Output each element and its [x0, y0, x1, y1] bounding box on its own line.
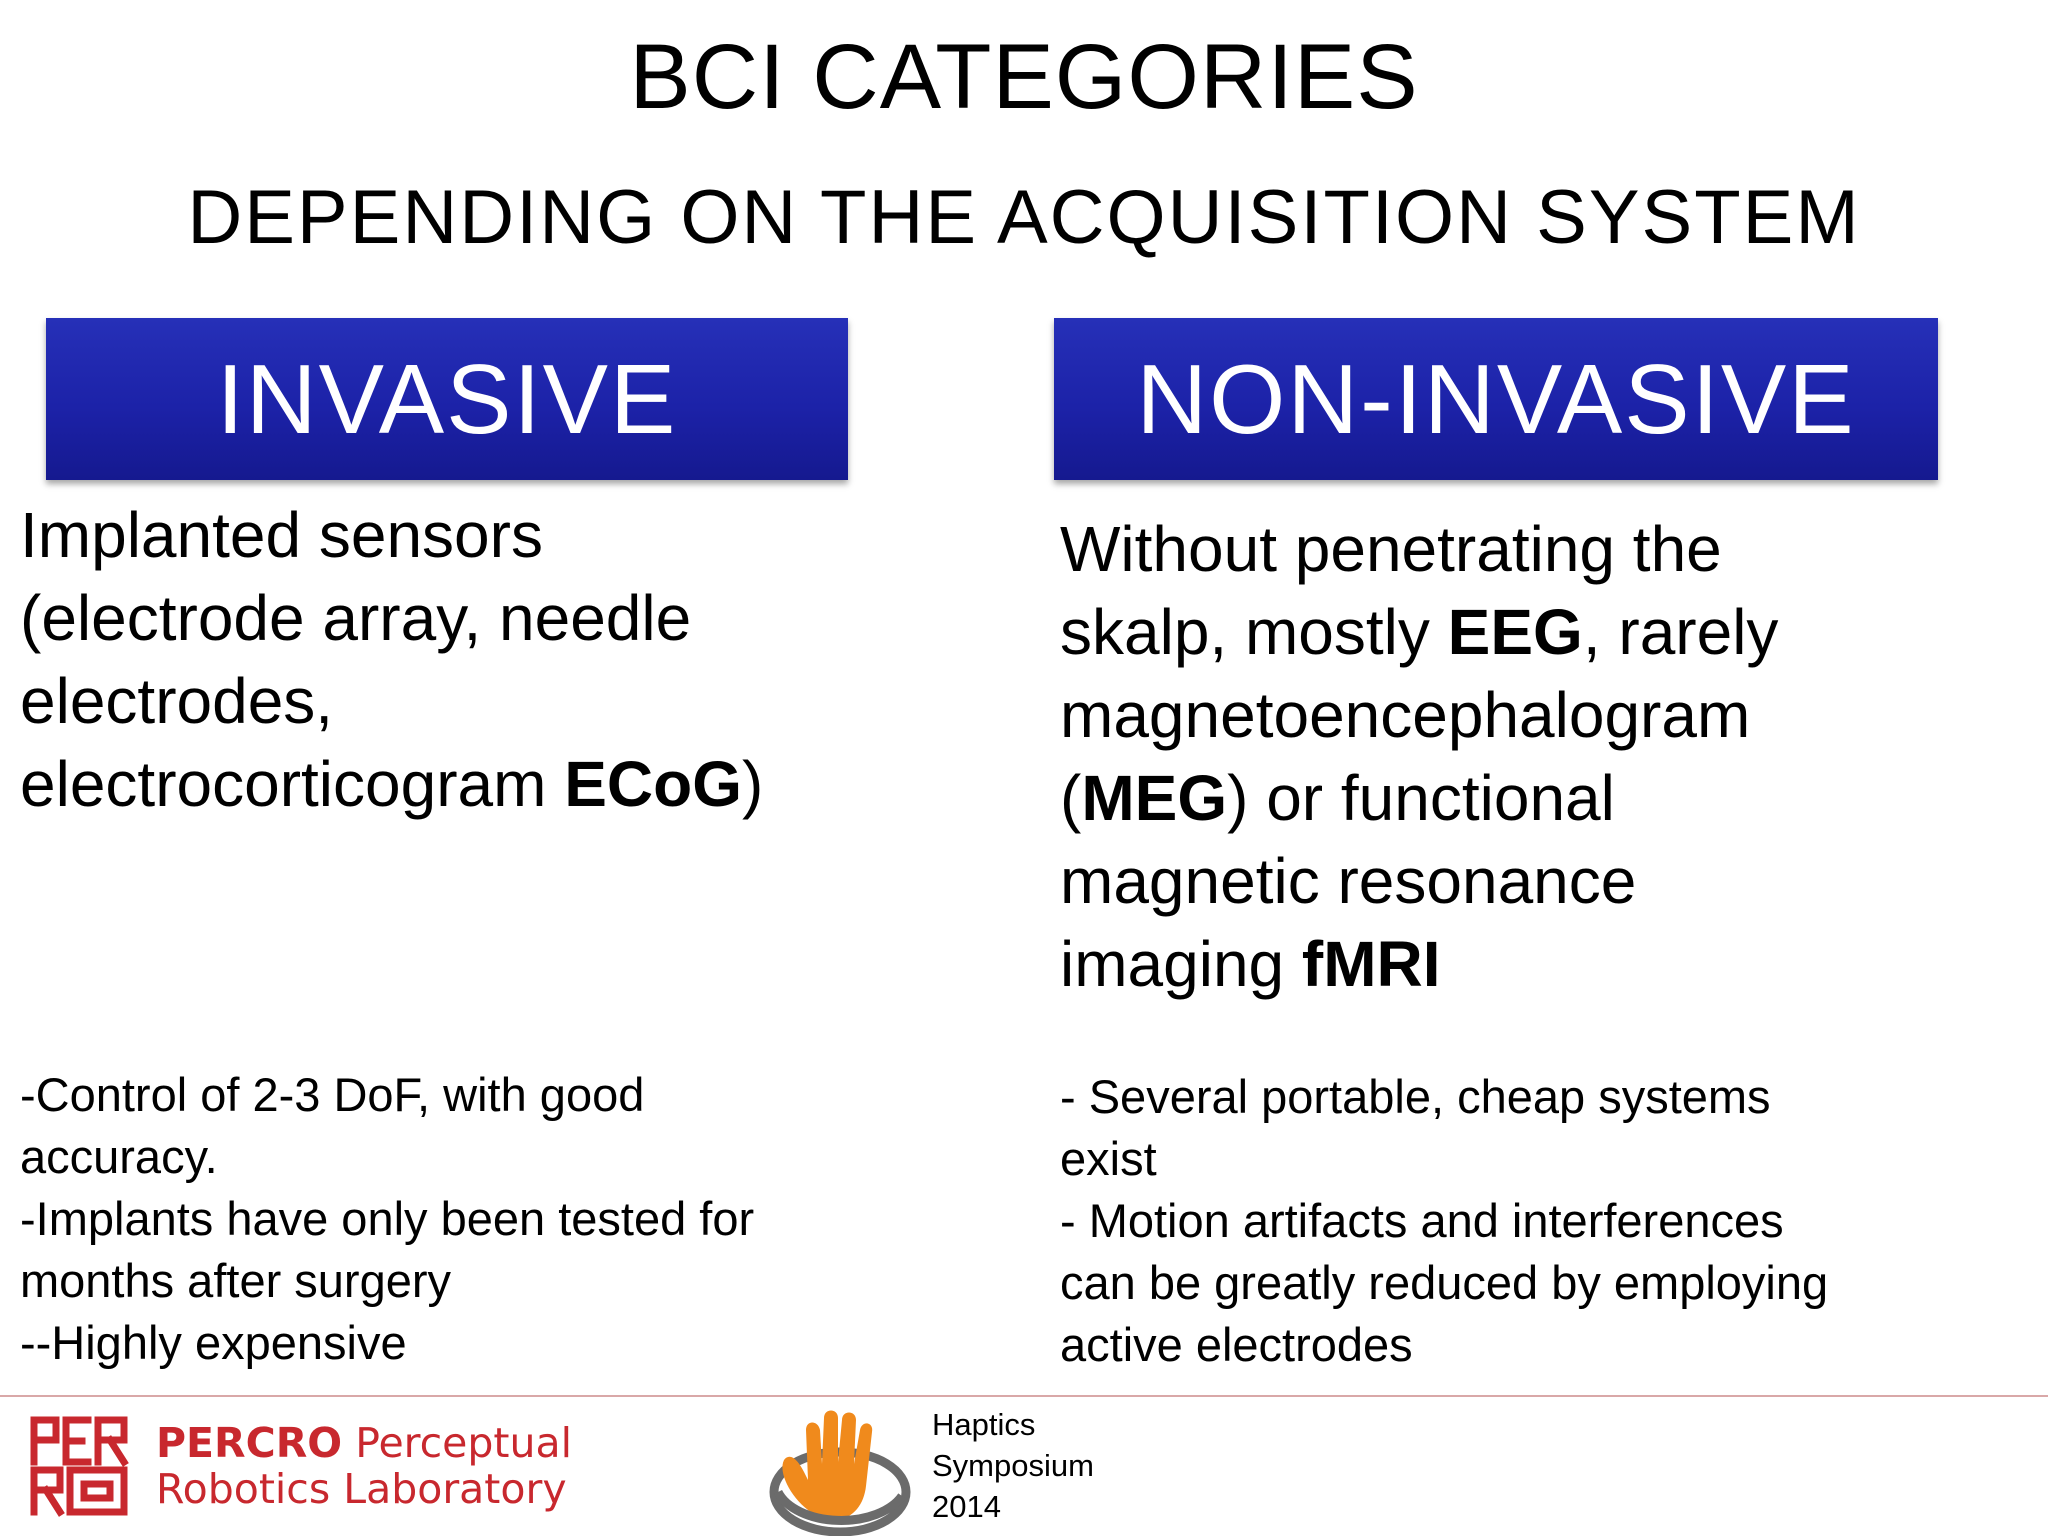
percro-name-bold: PERCRO	[156, 1419, 343, 1467]
noninvasive-note-line: - Motion artifacts and interferences	[1060, 1194, 1784, 1247]
noninvasive-desc-text: , rarely	[1582, 596, 1779, 668]
noninvasive-desc-text: (	[1060, 762, 1082, 834]
noninvasive-desc-line	[1060, 591, 1960, 674]
noninvasive-note-line: can be greatly reduced by employing	[1060, 1256, 1829, 1309]
noninvasive-note-line: - Several portable, cheap systems	[1060, 1070, 1771, 1123]
fmri-term: fMRI	[1301, 928, 1441, 1000]
invasive-header-label: INVASIVE	[216, 343, 678, 454]
noninvasive-header-label: NON-INVASIVE	[1136, 343, 1856, 454]
slide-title: BCI CATEGORIES	[629, 26, 1419, 128]
noninvasive-desc-text: imaging	[1060, 928, 1302, 1000]
ecog-term: ECoG	[564, 748, 742, 820]
noninvasive-desc-line: magnetoencephalogram	[1060, 679, 1751, 751]
noninvasive-desc-line	[1060, 757, 1960, 840]
noninvasive-desc-line: Without penetrating the	[1060, 513, 1722, 585]
footer-divider	[0, 1395, 2048, 1397]
noninvasive-desc-line	[1060, 923, 1960, 1006]
haptics-line: Symposium	[932, 1448, 1094, 1483]
noninvasive-note-line: exist	[1060, 1132, 1157, 1185]
noninvasive-desc-text: ) or functional	[1227, 762, 1615, 834]
invasive-desc-text: )	[741, 748, 764, 820]
meg-term: MEG	[1081, 762, 1228, 834]
invasive-note-line: -Control of 2-3 DoF, with good	[20, 1068, 645, 1121]
eeg-term: EEG	[1447, 596, 1583, 668]
invasive-desc-text: electrocorticogram	[20, 748, 565, 820]
percro-name-line2: Robotics Laboratory	[156, 1465, 567, 1513]
noninvasive-description	[1060, 508, 1960, 1006]
percro-logo-icon	[28, 1414, 132, 1518]
percro-lab-name	[156, 1420, 572, 1512]
haptics-line: 2014	[932, 1489, 1001, 1524]
noninvasive-desc-line: magnetic resonance	[1060, 845, 1637, 917]
hand-logo-icon	[760, 1400, 920, 1536]
haptics-symposium-label	[932, 1404, 1094, 1527]
invasive-notes	[20, 1064, 860, 1374]
slide-subtitle: DEPENDING ON THE ACQUISITION SYSTEM	[187, 175, 1861, 260]
noninvasive-notes	[1060, 1066, 1960, 1376]
invasive-header	[46, 318, 848, 480]
invasive-desc-line: (electrode array, needle	[20, 582, 692, 654]
invasive-note-line: months after surgery	[20, 1254, 452, 1307]
invasive-desc-line: electrodes,	[20, 665, 334, 737]
invasive-desc-line: Implanted sensors	[20, 499, 543, 571]
invasive-description	[20, 494, 840, 826]
noninvasive-header	[1054, 318, 1938, 480]
percro-name-rest: Perceptual	[342, 1419, 573, 1467]
haptics-line: Haptics	[932, 1407, 1036, 1442]
invasive-note-line: --Highly expensive	[20, 1316, 407, 1369]
invasive-desc-line	[20, 743, 840, 826]
invasive-note-line: accuracy.	[20, 1130, 218, 1183]
noninvasive-desc-text: skalp, mostly	[1060, 596, 1448, 668]
noninvasive-note-line: active electrodes	[1060, 1318, 1413, 1371]
invasive-note-line: -Implants have only been tested for	[20, 1192, 755, 1245]
